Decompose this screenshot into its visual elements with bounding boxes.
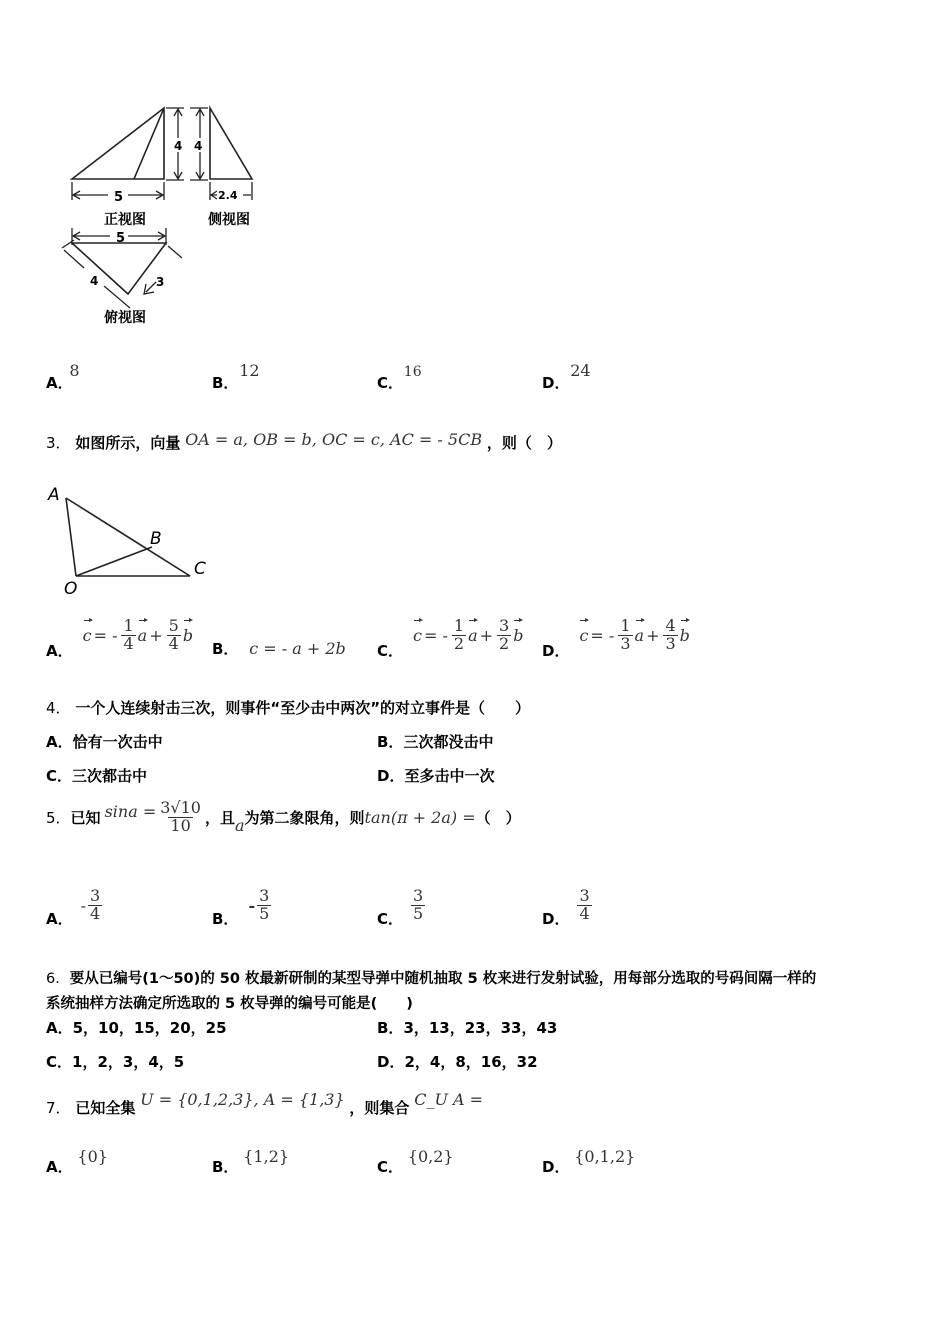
- option-label: C．: [46, 1053, 73, 1071]
- sin-expr: sina =: [104, 801, 157, 821]
- stem-prefix: 已知全集: [75, 1099, 136, 1117]
- option-text: c = - a + 2b: [249, 639, 346, 658]
- option-label: A．: [46, 1158, 73, 1176]
- q7-option-c[interactable]: [377, 1147, 454, 1177]
- q4-option-c[interactable]: [46, 765, 147, 786]
- top-view-label: 俯视图: [104, 310, 146, 326]
- q6-stem-line2: 系统抽样方法确定所选取的 5 枚导弹的编号可能是( ): [46, 996, 413, 1012]
- stem-mid: ，且: [204, 808, 235, 827]
- option-label: A．: [46, 910, 73, 928]
- q4-stem: [46, 697, 530, 718]
- q5-option-d[interactable]: [542, 882, 594, 929]
- option-text: 2，4，8，16，32: [404, 1053, 538, 1071]
- q4-option-b[interactable]: [377, 731, 493, 752]
- fraction-1: $\frac{1}{4}$: [123, 616, 134, 653]
- q2-option-c[interactable]: [377, 364, 426, 393]
- option-label: D．: [377, 1053, 405, 1071]
- fraction: $\frac{3}{5}$: [259, 886, 270, 923]
- option-text: 至多击中一次: [404, 767, 495, 785]
- stem-prefix: 已知: [70, 808, 101, 827]
- vector-a: a: [137, 626, 148, 645]
- front-view-label: 正视图: [104, 212, 146, 228]
- plus: +: [149, 626, 163, 645]
- plus: +: [646, 626, 660, 645]
- fraction: $\frac{3}{5}$: [413, 886, 424, 923]
- option-label: D．: [542, 1158, 570, 1176]
- option-text: {1,2}: [243, 1147, 290, 1166]
- option-label: C．: [377, 374, 404, 392]
- side-view: [210, 108, 252, 179]
- q7-option-d[interactable]: [542, 1147, 636, 1177]
- option-label: D．: [542, 642, 570, 660]
- sign: -: [248, 896, 256, 915]
- option-text: 三次都击中: [72, 767, 148, 785]
- q6-stem-line1: [46, 967, 816, 988]
- lhs-vector: c: [579, 626, 589, 645]
- option-label: B．: [377, 733, 404, 751]
- question-number: 5．: [46, 808, 71, 827]
- point-b: B: [150, 529, 162, 549]
- q5-stem: [46, 800, 521, 835]
- q7-stem: [46, 1090, 484, 1118]
- stem-prefix: 如图所示，向量: [75, 434, 181, 452]
- plus: +: [479, 626, 494, 645]
- sin-fraction: $\frac{3√10}{10}$: [160, 798, 201, 835]
- q3-option-d[interactable]: [542, 610, 690, 661]
- option-label: B．: [212, 640, 239, 658]
- option-label: B．: [212, 1158, 239, 1176]
- option-text: {0}: [77, 1147, 108, 1166]
- side-width-label: 2.4: [218, 189, 238, 202]
- q3-option-a[interactable]: [46, 610, 193, 661]
- lhs-vector: c: [413, 626, 422, 645]
- option-text: 3，13，23，33，43: [403, 1019, 558, 1037]
- fraction: $\frac{3}{4}$: [90, 886, 101, 923]
- option-value: 12: [239, 361, 260, 380]
- question-number: 3．: [46, 434, 71, 452]
- three-view-figure: [60, 100, 280, 335]
- q5-option-a[interactable]: [46, 882, 104, 929]
- option-label: A．: [46, 374, 73, 392]
- option-label: D．: [542, 374, 570, 392]
- option-label: A．: [46, 733, 73, 751]
- q4-option-a[interactable]: [46, 731, 163, 752]
- side-view-label: 侧视图: [208, 212, 250, 228]
- fraction-1: $\frac{1}{2}$: [453, 616, 465, 653]
- vector-b: b: [513, 626, 524, 645]
- question-number: 4．: [46, 699, 71, 717]
- vector-b: b: [182, 626, 194, 645]
- option-text: {0,2}: [407, 1147, 454, 1166]
- option-label: C．: [377, 1158, 404, 1176]
- stem-suffix: ，则（ ）: [486, 434, 562, 452]
- option-label: C．: [46, 767, 73, 785]
- stem-text: 一个人连续射击三次，则事件“至少击中两次”的对立事件是（ ）: [75, 699, 531, 717]
- q3-stem: [46, 432, 562, 453]
- option-label: C．: [377, 642, 404, 660]
- option-label: A．: [46, 642, 73, 660]
- q3-option-b[interactable]: [212, 638, 346, 659]
- q2-option-b[interactable]: [212, 361, 264, 393]
- sign: -: [80, 896, 87, 915]
- option-label: D．: [377, 767, 405, 785]
- option-label: D．: [542, 910, 570, 928]
- q5-option-c[interactable]: [377, 882, 427, 929]
- point-a: A: [48, 485, 60, 505]
- stem-text: 要从已编号(1～50)的 50 枚最新研制的某型导弹中随机抽取 5 枚来进行发射试验，用每部分选取的号码间隔一样的: [69, 971, 817, 987]
- q4-option-d[interactable]: [377, 765, 494, 786]
- sign: = -: [590, 626, 615, 645]
- question-number: 6．: [46, 971, 70, 987]
- vector-figure: [44, 482, 224, 597]
- lhs-vector: c: [82, 626, 92, 645]
- option-label: B．: [212, 910, 239, 928]
- option-text: 1，2，3，4，5: [72, 1053, 185, 1071]
- fraction-2: $\frac{3}{2}$: [499, 616, 510, 653]
- q7-option-a[interactable]: [46, 1147, 108, 1177]
- option-text: 恰有一次击中: [72, 733, 163, 751]
- tan-expr: tan(π + 2a) =: [364, 807, 476, 827]
- complement-expr: C_U A =: [414, 1090, 484, 1109]
- front-view: [72, 108, 164, 179]
- option-label: B．: [377, 1019, 404, 1037]
- alpha: a: [234, 815, 245, 835]
- option-text: 5，10，15，20，25: [72, 1019, 227, 1037]
- q3-option-c[interactable]: [377, 610, 523, 661]
- q6-option-a[interactable]: [46, 1017, 227, 1038]
- option-value: 8: [69, 361, 80, 380]
- vector-a: a: [634, 626, 645, 645]
- vector-b: b: [679, 626, 690, 645]
- option-label: A．: [46, 1019, 73, 1037]
- stem-suffix: （ ）: [475, 808, 521, 827]
- top-leg4-label: 4: [90, 274, 99, 288]
- stem-mid2: 为第二象限角，则: [244, 808, 365, 827]
- q5-option-b[interactable]: [212, 882, 273, 929]
- fraction-2: $\frac{5}{4}$: [168, 616, 179, 653]
- q2-option-d[interactable]: [542, 361, 595, 393]
- top-width-label: 5: [116, 231, 126, 246]
- sign: = -: [423, 626, 448, 645]
- option-label: C．: [377, 910, 404, 928]
- option-value: 16: [403, 364, 422, 380]
- q2-option-a[interactable]: [46, 361, 88, 393]
- stem-mid: ，则集合: [349, 1099, 410, 1117]
- question-number: 7．: [46, 1099, 71, 1117]
- option-text: 三次都没击中: [403, 733, 494, 751]
- fraction-2: $\frac{4}{3}$: [665, 616, 676, 653]
- stem-formula: OA = a, OB = b, OC = c, AC = - 5CB: [185, 430, 483, 449]
- front-height-label: 4: [174, 139, 183, 153]
- option-value: 24: [570, 361, 591, 380]
- option-label: B．: [212, 374, 239, 392]
- fraction-1: $\frac{1}{3}$: [620, 616, 631, 653]
- top-leg3-label: 3: [156, 275, 165, 289]
- q6-option-b[interactable]: [377, 1017, 557, 1038]
- point-c: C: [194, 559, 206, 579]
- set-formula: U = {0,1,2,3}, A = {1,3}: [140, 1090, 345, 1109]
- fraction: $\frac{3}{4}$: [579, 886, 590, 923]
- front-width-label: 5: [114, 190, 124, 205]
- point-o: O: [64, 579, 78, 597]
- q6-option-d[interactable]: [377, 1051, 538, 1072]
- option-text: {0,1,2}: [574, 1147, 636, 1166]
- side-height-label: 4: [194, 139, 203, 153]
- q6-option-c[interactable]: [46, 1051, 184, 1072]
- sign: = -: [93, 626, 118, 645]
- vector-a: a: [468, 626, 478, 645]
- q7-option-b[interactable]: [212, 1147, 290, 1177]
